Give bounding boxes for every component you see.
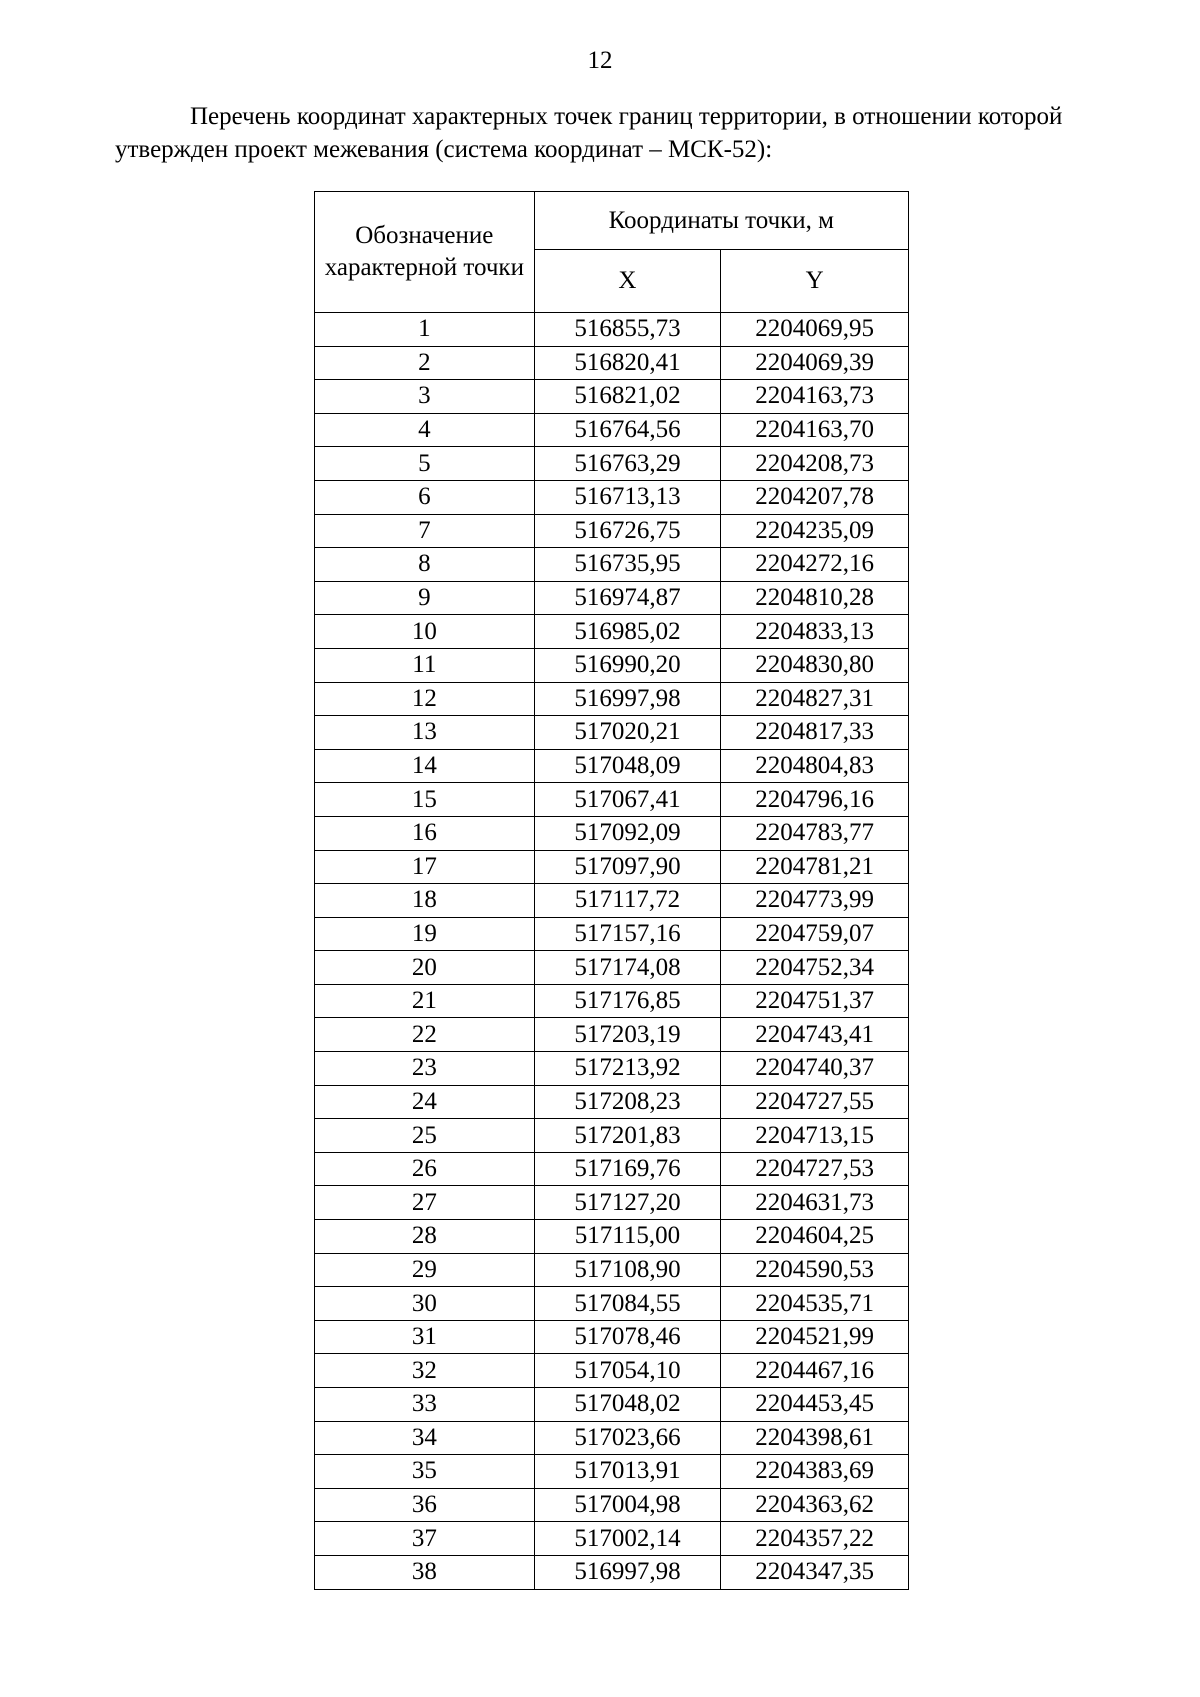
table-row bbox=[315, 1085, 909, 1119]
point-number-cell: 36 bbox=[315, 1488, 535, 1522]
point-number-cell: 16 bbox=[315, 816, 535, 850]
table-row bbox=[315, 380, 909, 414]
point-number-cell: 8 bbox=[315, 548, 535, 582]
y-coordinate-cell: 2204833,13 bbox=[721, 615, 909, 649]
header-x: X bbox=[534, 250, 721, 313]
x-coordinate-cell: 516820,41 bbox=[534, 346, 721, 380]
y-coordinate-cell: 2204398,61 bbox=[721, 1421, 909, 1455]
x-coordinate-cell: 517201,83 bbox=[534, 1119, 721, 1153]
point-number-cell: 7 bbox=[315, 514, 535, 548]
table-row bbox=[315, 951, 909, 985]
y-coordinate-cell: 2204752,34 bbox=[721, 951, 909, 985]
point-number-cell: 9 bbox=[315, 581, 535, 615]
table-row bbox=[315, 1119, 909, 1153]
x-coordinate-cell: 516821,02 bbox=[534, 380, 721, 414]
x-coordinate-cell: 517174,08 bbox=[534, 951, 721, 985]
point-number-cell: 38 bbox=[315, 1555, 535, 1589]
y-coordinate-cell: 2204467,16 bbox=[721, 1354, 909, 1388]
table-row bbox=[315, 313, 909, 347]
x-coordinate-cell: 517054,10 bbox=[534, 1354, 721, 1388]
point-number-cell: 12 bbox=[315, 682, 535, 716]
point-number-cell: 34 bbox=[315, 1421, 535, 1455]
y-coordinate-cell: 2204521,99 bbox=[721, 1320, 909, 1354]
y-coordinate-cell: 2204535,71 bbox=[721, 1287, 909, 1321]
point-number-cell: 20 bbox=[315, 951, 535, 985]
table-row bbox=[315, 1421, 909, 1455]
header-coordinates: Координаты точки, м bbox=[534, 192, 908, 250]
table-row bbox=[315, 716, 909, 750]
y-coordinate-cell: 2204783,77 bbox=[721, 816, 909, 850]
y-coordinate-cell: 2204759,07 bbox=[721, 917, 909, 951]
table-row bbox=[315, 1052, 909, 1086]
y-coordinate-cell: 2204743,41 bbox=[721, 1018, 909, 1052]
page-number: 12 bbox=[587, 47, 613, 74]
x-coordinate-cell: 517004,98 bbox=[534, 1488, 721, 1522]
point-number-cell: 26 bbox=[315, 1152, 535, 1186]
table-row bbox=[315, 581, 909, 615]
table-row bbox=[315, 1555, 909, 1589]
x-coordinate-cell: 516997,98 bbox=[534, 682, 721, 716]
x-coordinate-cell: 517115,00 bbox=[534, 1220, 721, 1254]
point-number-cell: 19 bbox=[315, 917, 535, 951]
point-number-cell: 28 bbox=[315, 1220, 535, 1254]
x-coordinate-cell: 517092,09 bbox=[534, 816, 721, 850]
table-row bbox=[315, 1186, 909, 1220]
point-number-cell: 5 bbox=[315, 447, 535, 481]
y-coordinate-cell: 2204383,69 bbox=[721, 1455, 909, 1489]
y-coordinate-cell: 2204773,99 bbox=[721, 884, 909, 918]
x-coordinate-cell: 516974,87 bbox=[534, 581, 721, 615]
point-number-cell: 31 bbox=[315, 1320, 535, 1354]
y-coordinate-cell: 2204207,78 bbox=[721, 480, 909, 514]
y-coordinate-cell: 2204208,73 bbox=[721, 447, 909, 481]
table-row bbox=[315, 1152, 909, 1186]
y-coordinate-cell: 2204713,15 bbox=[721, 1119, 909, 1153]
y-coordinate-cell: 2204347,35 bbox=[721, 1555, 909, 1589]
point-number-cell: 17 bbox=[315, 850, 535, 884]
table-row bbox=[315, 1455, 909, 1489]
point-number-cell: 21 bbox=[315, 984, 535, 1018]
x-coordinate-cell: 517203,19 bbox=[534, 1018, 721, 1052]
table-body bbox=[315, 313, 909, 1590]
y-coordinate-cell: 2204817,33 bbox=[721, 716, 909, 750]
table-row bbox=[315, 648, 909, 682]
point-number-cell: 1 bbox=[315, 313, 535, 347]
point-number-cell: 14 bbox=[315, 749, 535, 783]
table-row bbox=[315, 783, 909, 817]
table-header bbox=[315, 192, 909, 313]
table-row bbox=[315, 1320, 909, 1354]
table-row bbox=[315, 1018, 909, 1052]
table-row bbox=[315, 413, 909, 447]
x-coordinate-cell: 517097,90 bbox=[534, 850, 721, 884]
y-coordinate-cell: 2204357,22 bbox=[721, 1522, 909, 1556]
y-coordinate-cell: 2204235,09 bbox=[721, 514, 909, 548]
y-coordinate-cell: 2204272,16 bbox=[721, 548, 909, 582]
point-number-cell: 4 bbox=[315, 413, 535, 447]
x-coordinate-cell: 516997,98 bbox=[534, 1555, 721, 1589]
x-coordinate-cell: 517048,09 bbox=[534, 749, 721, 783]
x-coordinate-cell: 517078,46 bbox=[534, 1320, 721, 1354]
header-y: Y bbox=[721, 250, 909, 313]
table-row bbox=[315, 548, 909, 582]
point-number-cell: 25 bbox=[315, 1119, 535, 1153]
y-coordinate-cell: 2204453,45 bbox=[721, 1388, 909, 1422]
x-coordinate-cell: 517169,76 bbox=[534, 1152, 721, 1186]
x-coordinate-cell: 516763,29 bbox=[534, 447, 721, 481]
table-row bbox=[315, 1354, 909, 1388]
table-row bbox=[315, 850, 909, 884]
point-number-cell: 27 bbox=[315, 1186, 535, 1220]
header-point-designation: Обозначение характерной точки bbox=[315, 192, 535, 313]
x-coordinate-cell: 517108,90 bbox=[534, 1253, 721, 1287]
y-coordinate-cell: 2204827,31 bbox=[721, 682, 909, 716]
x-coordinate-cell: 516985,02 bbox=[534, 615, 721, 649]
point-number-cell: 37 bbox=[315, 1522, 535, 1556]
y-coordinate-cell: 2204781,21 bbox=[721, 850, 909, 884]
point-number-cell: 3 bbox=[315, 380, 535, 414]
x-coordinate-cell: 516726,75 bbox=[534, 514, 721, 548]
y-coordinate-cell: 2204604,25 bbox=[721, 1220, 909, 1254]
point-number-cell: 10 bbox=[315, 615, 535, 649]
y-coordinate-cell: 2204796,16 bbox=[721, 783, 909, 817]
x-coordinate-cell: 517013,91 bbox=[534, 1455, 721, 1489]
table-row bbox=[315, 1388, 909, 1422]
point-number-cell: 18 bbox=[315, 884, 535, 918]
x-coordinate-cell: 516735,95 bbox=[534, 548, 721, 582]
point-number-cell: 32 bbox=[315, 1354, 535, 1388]
point-number-cell: 15 bbox=[315, 783, 535, 817]
y-coordinate-cell: 2204727,55 bbox=[721, 1085, 909, 1119]
x-coordinate-cell: 517067,41 bbox=[534, 783, 721, 817]
point-number-cell: 24 bbox=[315, 1085, 535, 1119]
point-number-cell: 22 bbox=[315, 1018, 535, 1052]
x-coordinate-cell: 517213,92 bbox=[534, 1052, 721, 1086]
point-number-cell: 13 bbox=[315, 716, 535, 750]
x-coordinate-cell: 517048,02 bbox=[534, 1388, 721, 1422]
table-row bbox=[315, 1287, 909, 1321]
point-number-cell: 2 bbox=[315, 346, 535, 380]
x-coordinate-cell: 517176,85 bbox=[534, 984, 721, 1018]
y-coordinate-cell: 2204830,80 bbox=[721, 648, 909, 682]
table-row bbox=[315, 749, 909, 783]
x-coordinate-cell: 517117,72 bbox=[534, 884, 721, 918]
x-coordinate-cell: 516855,73 bbox=[534, 313, 721, 347]
table-row bbox=[315, 1522, 909, 1556]
coordinates-table bbox=[314, 191, 909, 1590]
y-coordinate-cell: 2204740,37 bbox=[721, 1052, 909, 1086]
x-coordinate-cell: 517023,66 bbox=[534, 1421, 721, 1455]
intro-paragraph: Перечень координат характерных точек границ территории, в отношении которой утвержден проект межевания (система координат – МСК-52): bbox=[115, 103, 1063, 163]
x-coordinate-cell: 517002,14 bbox=[534, 1522, 721, 1556]
x-coordinate-cell: 517084,55 bbox=[534, 1287, 721, 1321]
point-number-cell: 33 bbox=[315, 1388, 535, 1422]
x-coordinate-cell: 517020,21 bbox=[534, 716, 721, 750]
point-number-cell: 29 bbox=[315, 1253, 535, 1287]
y-coordinate-cell: 2204163,70 bbox=[721, 413, 909, 447]
y-coordinate-cell: 2204727,53 bbox=[721, 1152, 909, 1186]
point-number-cell: 6 bbox=[315, 480, 535, 514]
y-coordinate-cell: 2204631,73 bbox=[721, 1186, 909, 1220]
table-row bbox=[315, 917, 909, 951]
y-coordinate-cell: 2204363,62 bbox=[721, 1488, 909, 1522]
table-row bbox=[315, 884, 909, 918]
x-coordinate-cell: 517127,20 bbox=[534, 1186, 721, 1220]
x-coordinate-cell: 516990,20 bbox=[534, 648, 721, 682]
table-row bbox=[315, 1220, 909, 1254]
table-row bbox=[315, 816, 909, 850]
y-coordinate-cell: 2204804,83 bbox=[721, 749, 909, 783]
x-coordinate-cell: 516764,56 bbox=[534, 413, 721, 447]
point-number-cell: 30 bbox=[315, 1287, 535, 1321]
point-number-cell: 35 bbox=[315, 1455, 535, 1489]
table-row bbox=[315, 1253, 909, 1287]
point-number-cell: 23 bbox=[315, 1052, 535, 1086]
table-row bbox=[315, 447, 909, 481]
table-row bbox=[315, 1488, 909, 1522]
table-row bbox=[315, 615, 909, 649]
point-number-cell: 11 bbox=[315, 648, 535, 682]
x-coordinate-cell: 517208,23 bbox=[534, 1085, 721, 1119]
y-coordinate-cell: 2204163,73 bbox=[721, 380, 909, 414]
y-coordinate-cell: 2204751,37 bbox=[721, 984, 909, 1018]
x-coordinate-cell: 517157,16 bbox=[534, 917, 721, 951]
y-coordinate-cell: 2204069,39 bbox=[721, 346, 909, 380]
table-row bbox=[315, 480, 909, 514]
table-row bbox=[315, 514, 909, 548]
y-coordinate-cell: 2204069,95 bbox=[721, 313, 909, 347]
table-row bbox=[315, 346, 909, 380]
y-coordinate-cell: 2204590,53 bbox=[721, 1253, 909, 1287]
table-row bbox=[315, 682, 909, 716]
table-row bbox=[315, 984, 909, 1018]
x-coordinate-cell: 516713,13 bbox=[534, 480, 721, 514]
y-coordinate-cell: 2204810,28 bbox=[721, 581, 909, 615]
